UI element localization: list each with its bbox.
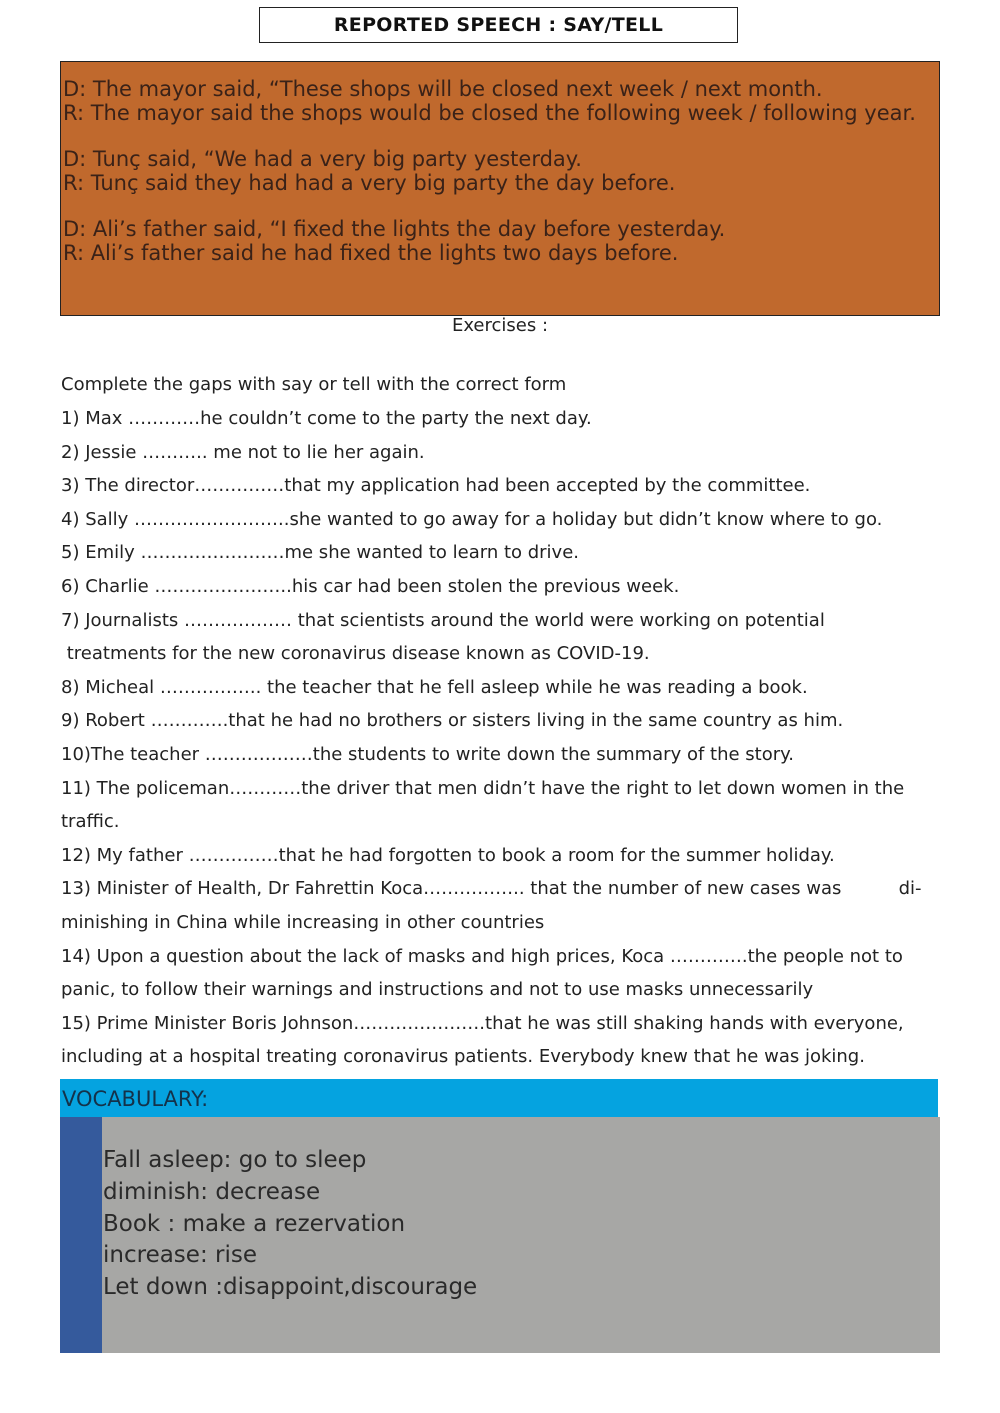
exercise-line: 5) Emily ……………………me she wanted to learn to drive. — [61, 542, 580, 564]
exercise-line: 4) Sally ……………………..she wanted to go away for a holiday but didn’t know where to go. — [61, 508, 883, 530]
vocabulary-item: Fall asleep: go to sleep — [103, 1147, 367, 1173]
exercise-line: 13) Minister of Health, Dr Fahrettin Koca…………….. that the number of new cases was di- — [61, 878, 922, 900]
example-group — [63, 78, 937, 125]
example-group — [63, 218, 937, 265]
exercise-line: 11) The policeman…………the driver that men didn’t have the right to let down women in the — [61, 777, 905, 799]
exercise-line: 7) Journalists ……………… that scientists around the world were working on potential — [61, 609, 825, 631]
example-group — [63, 148, 937, 195]
exercise-line: 1) Max …………he couldn’t come to the party the next day. — [61, 408, 592, 429]
exercise-line: panic, to follow their warnings and instructions and not to use masks unnecessarily — [61, 979, 814, 1001]
exercise-line: 2) Jessie ……….. me not to lie her again. — [61, 441, 425, 463]
exercise-line: 8) Micheal …………….. the teacher that he fell asleep while he was reading a book. — [61, 676, 808, 698]
exercise-list — [61, 402, 941, 1074]
vocabulary-item: diminish: decrease — [103, 1178, 321, 1205]
direct-speech-sentence: D: The mayor said, “These shops will be closed next week / next month. — [63, 77, 823, 101]
vocabulary-box — [60, 1117, 940, 1353]
page-title: REPORTED SPEECH : SAY/TELL — [259, 7, 738, 43]
exercise-line: minishing in China while increasing in other countries — [61, 911, 545, 933]
vocabulary-list — [103, 1145, 477, 1304]
exercise-line: 10)The teacher ………………the students to write down the summary of the story. — [61, 743, 794, 765]
examples-box — [60, 61, 940, 316]
exercise-line: 14) Upon a question about the lack of masks and high prices, Koca ………….the people not to — [61, 945, 903, 967]
vocabulary-item: Book : make a rezervation — [103, 1210, 406, 1237]
vocabulary-accent-strip — [60, 1117, 102, 1353]
reported-speech-sentence: R: The mayor said the shops would be closed the following week / following year. — [63, 100, 916, 125]
exercise-line: 12) My father ……………that he had forgotten to book a room for the summer holiday. — [61, 844, 835, 866]
exercise-line: 3) The director……………that my application had been accepted by the committee. — [61, 475, 811, 497]
exercise-instructions: Complete the gaps with say or tell with the correct form — [61, 374, 567, 395]
vocabulary-item: Let down :disappoint,discourage — [103, 1274, 478, 1301]
exercise-line: 9) Robert ………….that he had no brothers or sisters living in the same country as him. — [61, 710, 844, 732]
vocabulary-heading: VOCABULARY: — [60, 1079, 938, 1117]
exercise-line: including at a hospital treating coronavirus patients. Everybody knew that he was joking. — [61, 1046, 865, 1068]
reported-speech-sentence: R: Ali’s father said he had fixed the lights two days before. — [63, 240, 679, 265]
exercise-line: 15) Prime Minister Boris Johnson………………….that he was still shaking hands with everyone, — [61, 1012, 904, 1034]
vocabulary-item: increase: rise — [103, 1242, 257, 1269]
exercise-line: traffic. — [61, 811, 120, 833]
exercises-heading: Exercises : — [451, 315, 549, 336]
exercise-line: 6) Charlie …………………..his car had been stolen the previous week. — [61, 575, 680, 597]
reported-speech-sentence: R: Tunç said they had had a very big party the day before. — [63, 170, 676, 195]
exercise-line: treatments for the new coronavirus disease known as COVID-19. — [61, 643, 650, 665]
direct-speech-sentence: D: Tunç said, “We had a very big party yesterday. — [63, 147, 582, 171]
direct-speech-sentence: D: Ali’s father said, “I fixed the lights the day before yesterday. — [63, 217, 726, 241]
